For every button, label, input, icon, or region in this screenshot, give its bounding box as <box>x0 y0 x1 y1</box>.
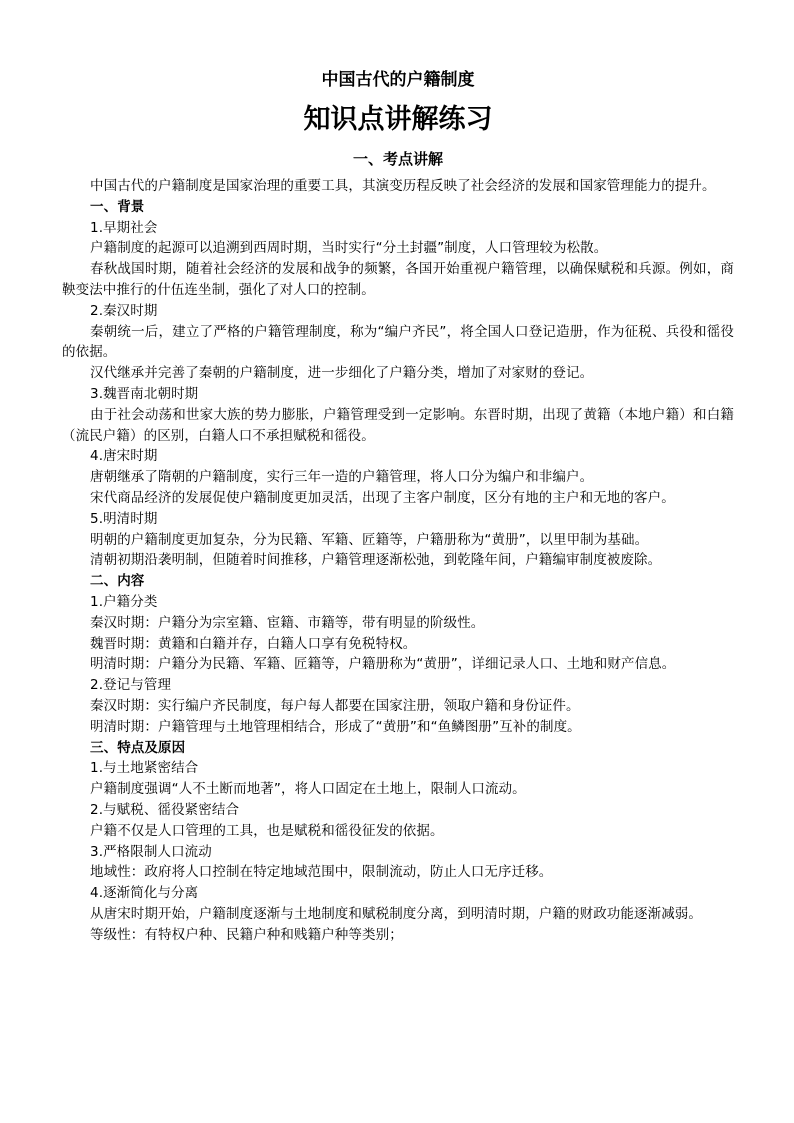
paragraph: 秦朝统一后，建立了严格的户籍管理制度，称为“编户齐民”，将全国人口登记造册，作为征税、兵役和徭役的依据。 <box>62 323 734 361</box>
paragraph: 明朝的户籍制度更加复杂，分为民籍、军籍、匠籍等，户籍册称为“黄册”，以里甲制为基础。 <box>90 531 649 548</box>
paragraph: 宋代商品经济的发展促使户籍制度更加灵活，出现了主客户制度，区分有地的主户和无地的客户。 <box>90 489 675 506</box>
paragraph: 秦汉时期：实行编户齐民制度，每户每人都要在国家注册，领取户籍和身份证件。 <box>90 697 580 714</box>
paragraph: 2.与赋税、徭役紧密结合 <box>90 801 240 818</box>
paragraph: 户籍不仅是人口管理的工具，也是赋税和徭役征发的依据。 <box>90 822 444 839</box>
section-title: 一、考点讲解 <box>352 150 443 168</box>
section-heading: 三、特点及原因 <box>90 739 186 756</box>
document-body <box>62 176 734 945</box>
section-heading: 二、内容 <box>90 573 145 590</box>
paragraph: 2.登记与管理 <box>90 677 172 694</box>
paragraph: 4.逐渐简化与分离 <box>90 885 199 902</box>
paragraph: 秦汉时期：户籍分为宗室籍、宦籍、市籍等，带有明显的阶级性。 <box>90 614 485 631</box>
paragraph: 1.户籍分类 <box>90 593 158 610</box>
paragraph: 中国古代的户籍制度是国家治理的重要工具，其演变历程反映了社会经济的发展和国家管理能力的提升。 <box>90 178 716 194</box>
paragraph: 5.明清时期 <box>90 510 158 527</box>
paragraph: 2.秦汉时期 <box>90 302 158 319</box>
paragraph: 户籍制度的起源可以追溯到西周时期，当时实行“分土封疆”制度，人口管理较为松散。 <box>90 240 608 257</box>
paragraph: 等级性：有特权户种、民籍户种和贱籍户种等类别； <box>90 926 403 943</box>
paragraph: 明清时期：户籍分为民籍、军籍、匠籍等，户籍册称为“黄册”，详细记录人口、土地和财产信息。 <box>90 656 676 673</box>
paragraph: 唐朝继承了隋朝的户籍制度，实行三年一造的户籍管理，将人口分为编户和非编户。 <box>90 469 594 486</box>
paragraph: 3.严格限制人口流动 <box>90 843 212 860</box>
paragraph: 清朝初期沿袭明制，但随着时间推移，户籍管理逐渐松弛，到乾隆年间，户籍编审制度被废除。 <box>90 552 662 569</box>
document-subtitle: 知识点讲解练习 <box>303 104 493 135</box>
document-title: 中国古代的户籍制度 <box>321 70 475 90</box>
paragraph: 1.早期社会 <box>90 219 158 236</box>
paragraph: 3.魏晋南北朝时期 <box>90 385 199 402</box>
paragraph: 汉代继承并完善了秦朝的户籍制度，进一步细化了户籍分类，增加了对家财的登记。 <box>90 365 594 382</box>
paragraph: 户籍制度强调“人不土断而地著”，将人口固定在土地上，限制人口流动。 <box>90 781 526 798</box>
paragraph: 4.唐宋时期 <box>90 448 158 465</box>
paragraph: 春秋战国时期，随着社会经济的发展和战争的频繁，各国开始重视户籍管理，以确保赋税和兵源。例如，商鞅变法中推行的什伍连坐制，强化了对人口的控制。 <box>62 261 734 298</box>
paragraph: 1.与土地紧密结合 <box>90 760 199 777</box>
paragraph: 明清时期：户籍管理与土地管理相结合，形成了“黄册”和“鱼鳞图册”互补的制度。 <box>90 718 581 735</box>
document-page <box>62 66 734 945</box>
section-heading: 一、背景 <box>90 198 145 215</box>
paragraph: 由于社会动荡和世家大族的势力膨胀，户籍管理受到一定影响。东晋时期，出现了黄籍（本地户籍）和白籍（流民户籍）的区别，白籍人口不承担赋税和徭役。 <box>62 406 734 444</box>
paragraph: 魏晋时期：黄籍和白籍并存，白籍人口享有免税特权。 <box>90 635 417 652</box>
paragraph: 地域性：政府将人口控制在特定地域范围中，限制流动，防止人口无序迁移。 <box>90 864 553 881</box>
paragraph: 从唐宋时期开始，户籍制度逐渐与土地制度和赋税制度分离，到明清时期，户籍的财政功能逐渐减弱。 <box>90 905 702 922</box>
